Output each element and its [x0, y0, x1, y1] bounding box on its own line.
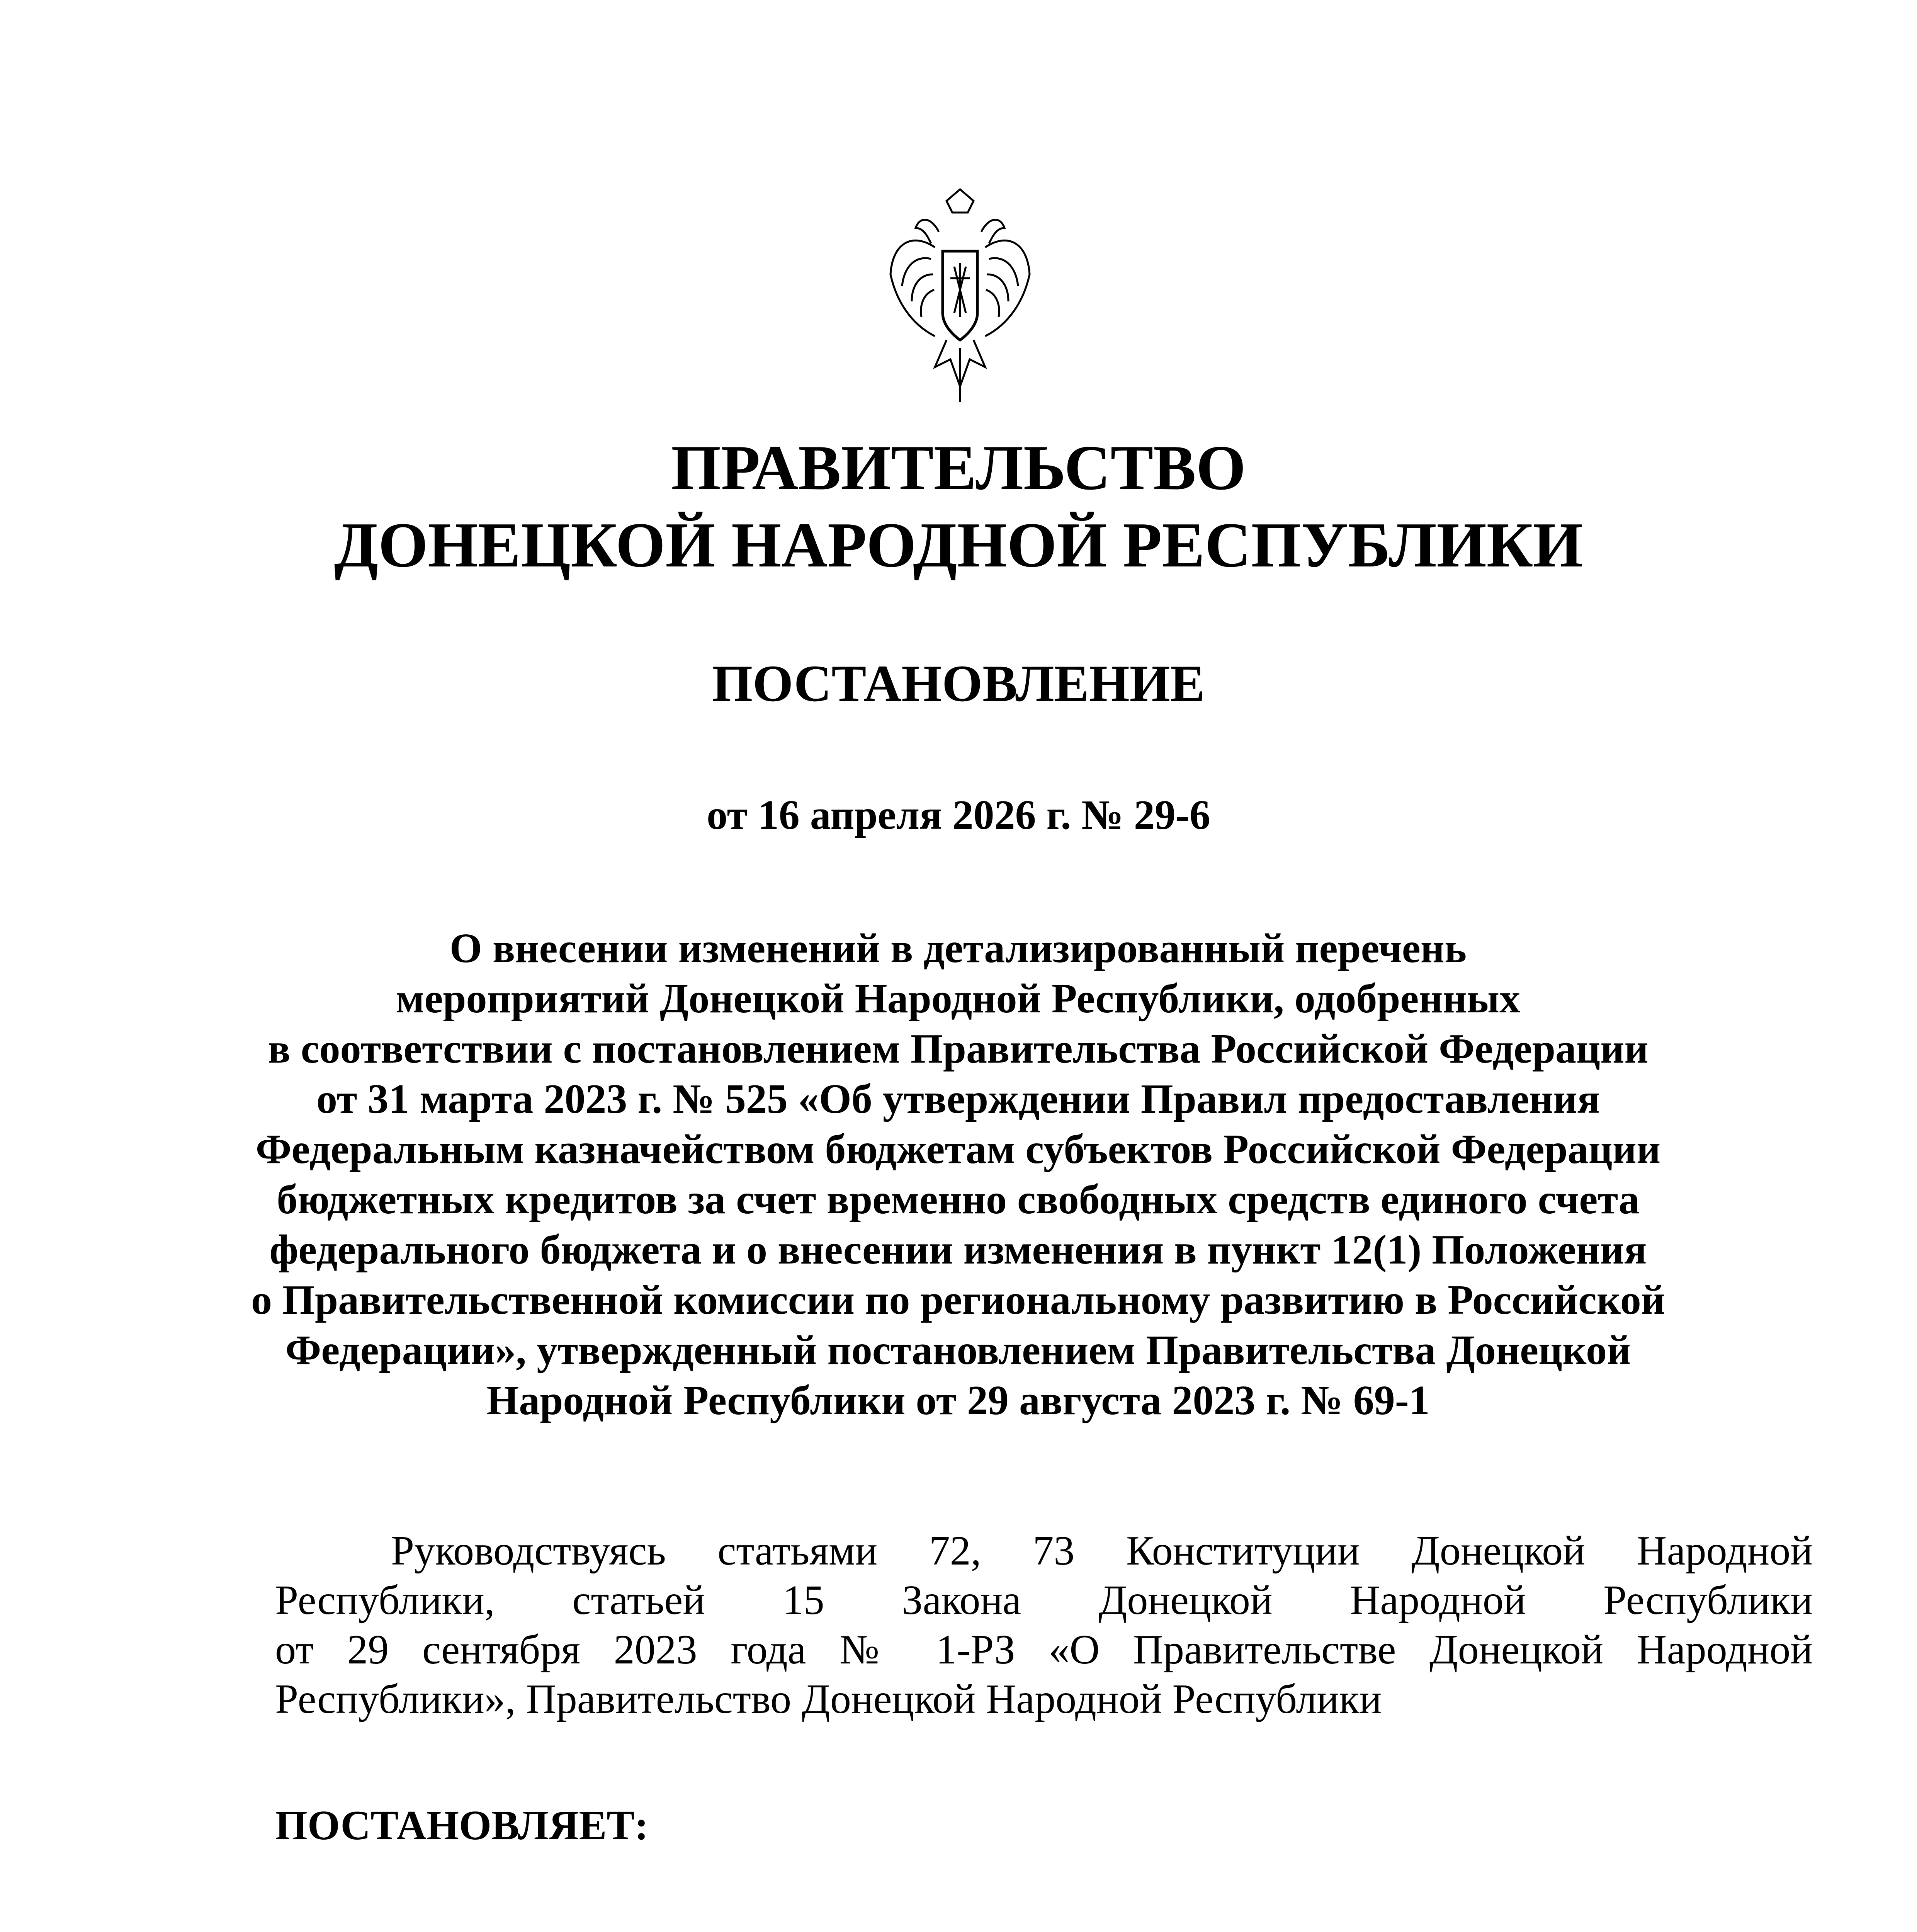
organization-name — [0, 429, 1917, 583]
coat-of-arms-emblem — [889, 185, 1032, 406]
title-line: о Правительственной комиссии по региональному развитию в Российской — [251, 1277, 1665, 1323]
title-line: мероприятий Донецкой Народной Республики, одобренных — [396, 976, 1521, 1022]
title-line: О внесении изменений в детализированный перечень — [449, 925, 1467, 971]
title-line: от 31 марта 2023 г. № 525 «Об утверждении Правил предоставления — [316, 1076, 1600, 1122]
title-line: федерального бюджета и о внесении изменения в пункт 12(1) Положения — [269, 1227, 1647, 1273]
decree-heading: ПОСТАНОВЛЯЕТ: — [275, 1803, 649, 1849]
organization-name-line-2: ДОНЕЦКОЙ НАРОДНОЙ РЕСПУБЛИКИ — [334, 509, 1583, 580]
title-line: бюджетных кредитов за счет временно свободных средств единого счета — [277, 1177, 1640, 1223]
preamble-line: Республики», Правительство Донецкой Народной Республики — [275, 1676, 1382, 1722]
preamble-line: Руководствуясь статьями 72, 73 Конституции Донецкой Народной — [391, 1528, 1813, 1574]
document-type: ПОСТАНОВЛЕНИЕ — [712, 655, 1205, 713]
title-line: Народной Республики от 29 августа 2023 г. № 69-1 — [486, 1378, 1430, 1423]
title-line: в соответствии с постановлением Правительства Российской Федерации — [268, 1026, 1648, 1072]
document-title — [232, 923, 1684, 1426]
preamble-line: от 29 сентября 2023 года № 1-РЗ «О Правительстве Донецкой Народной — [275, 1627, 1813, 1673]
title-line: Федеральным казначейством бюджетам субъектов Российской Федерации — [255, 1126, 1661, 1172]
preamble-line: Республики, статьей 15 Закона Донецкой Народной Республики — [275, 1577, 1813, 1623]
organization-name-line-1: ПРАВИТЕЛЬСТВО — [671, 432, 1246, 503]
document-date-number: от 16 апреля 2026 г. № 29-6 — [707, 792, 1210, 838]
title-line: Федерации», утвержденный постановлением Правительства Донецкой — [285, 1327, 1631, 1373]
preamble-paragraph — [275, 1526, 1813, 1724]
